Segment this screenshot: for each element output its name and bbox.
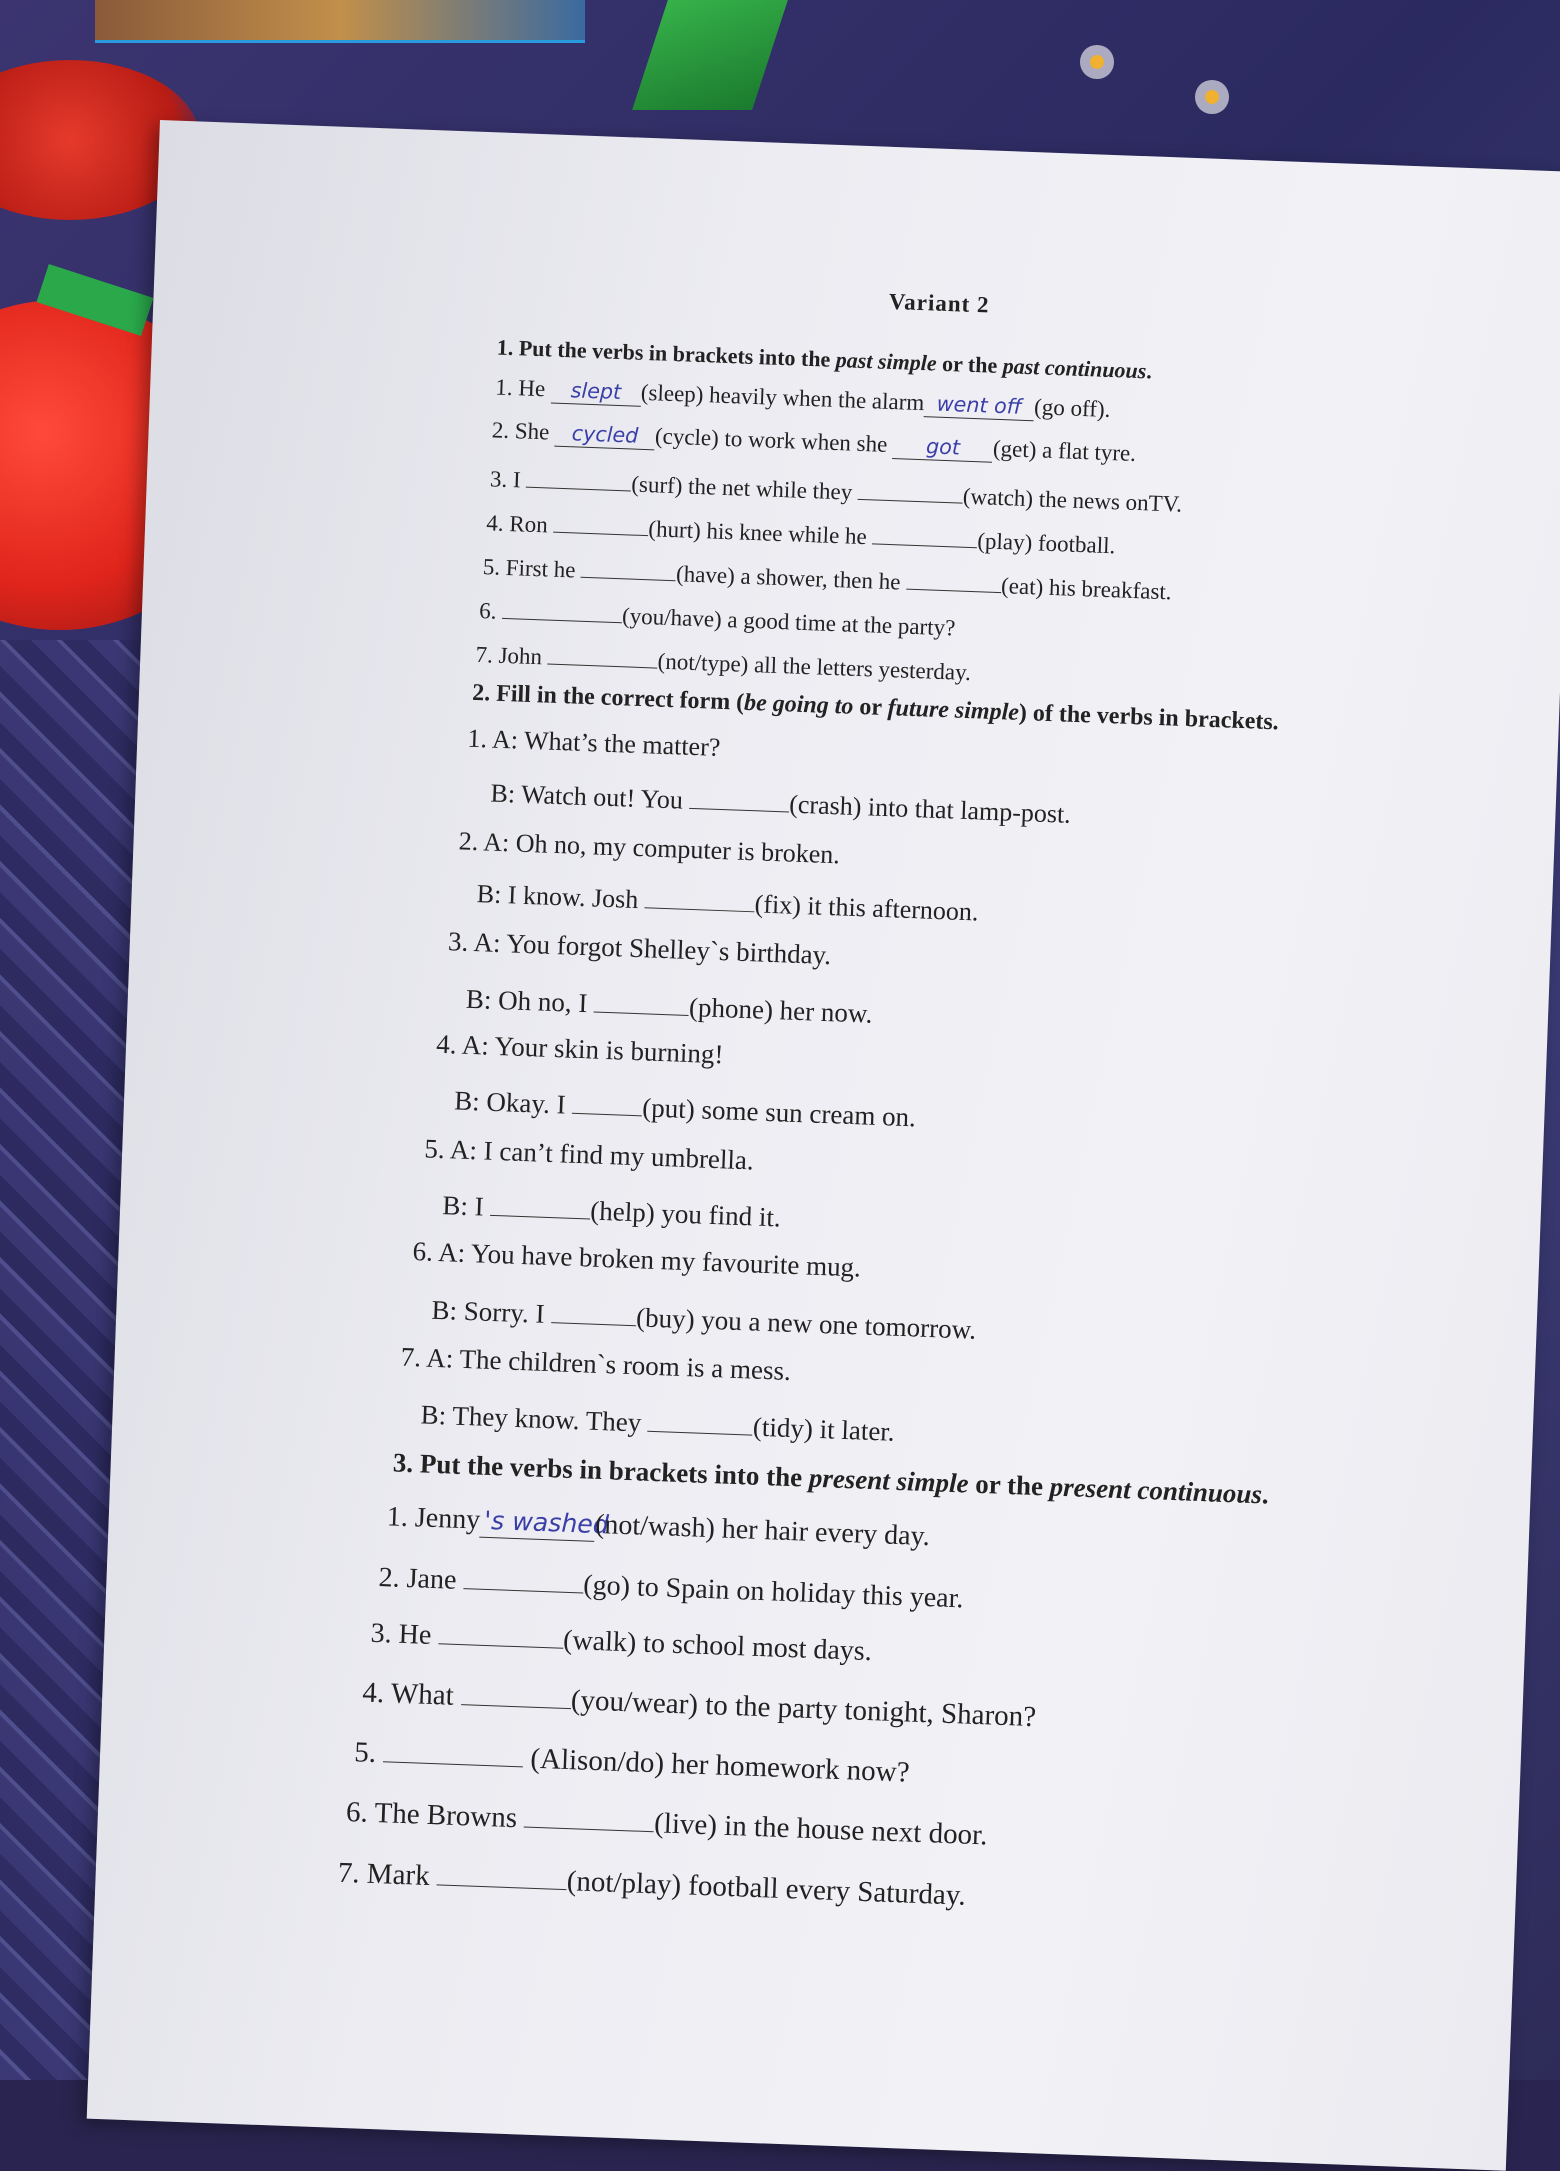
handwritten-answer: slept (570, 378, 622, 405)
answer-blank[interactable] (551, 1295, 637, 1326)
s3-item-5: 5. (Alison/do) her homework now? (354, 1731, 911, 1789)
answer-blank[interactable] (648, 1404, 754, 1436)
answer-blank[interactable] (438, 1615, 564, 1649)
s1-item-6: 6. (you/have) a good time at the party? (479, 594, 956, 641)
s1-item-3: 3. I (surf) the net while they (watch) the news onTV. (490, 462, 1183, 517)
s1-item-7: 7. John (not/type) all the letters yesterday. (475, 641, 972, 686)
worksheet-title: Variant 2 (888, 288, 991, 318)
s2-item-2-a: 2. A: Oh no, my computer is broken. (458, 826, 841, 870)
s2-item-6-b: B: Sorry. I (buy) you a new one tomorrow. (431, 1294, 977, 1345)
s3-item-3: 3. He (walk) to school most days. (370, 1613, 872, 1668)
answer-blank[interactable] (461, 1675, 572, 1709)
section-1-heading: 1. Put the verbs in brackets into the past simple or the past continuous. (496, 334, 1153, 384)
s2-item-5-b: B: I (help) you find it. (442, 1186, 782, 1233)
s1-item-4: 4. Ron (hurt) his knee while he (play) football. (486, 510, 1116, 559)
answer-blank[interactable] (645, 881, 756, 912)
worksheet-paper (87, 120, 1560, 2171)
answer-blank[interactable] (572, 1086, 643, 1117)
section-2-heading: 2. Fill in the correct form (be going to or future simple) of the verbs in brackets. (471, 679, 1280, 736)
handwritten-answer: went off (936, 391, 1023, 419)
answer-blank[interactable] (858, 476, 964, 504)
s1-item-2: 2. She cycled (cycle) to work when she got (get) a flat tyre. (491, 417, 1137, 466)
flower-icon (1090, 55, 1104, 69)
answer-blank[interactable] (872, 520, 978, 548)
photo-edge (95, 0, 585, 43)
answer-blank[interactable] (594, 985, 690, 1016)
answer-blank[interactable] (502, 595, 623, 623)
s2-item-6-a: 6. A: You have broken my favourite mug. (412, 1236, 862, 1283)
answer-blank[interactable] (383, 1732, 524, 1767)
answer-blank[interactable] (490, 1188, 591, 1220)
s3-item-4: 4. What (you/wear) to the party tonight, Sharon? (361, 1676, 1037, 1734)
s2-item-7-a: 7. A: The children`s room is a mess. (400, 1341, 792, 1386)
answer-blank[interactable] (553, 509, 649, 536)
handwritten-answer: got (925, 434, 961, 460)
handwritten-answer: 's washed (483, 1505, 610, 1540)
answer-blank[interactable] (463, 1560, 584, 1593)
answer-blank[interactable] (581, 554, 677, 581)
s3-item-1: 1. Jenny 's washed(not/wash) her hair every day. (386, 1501, 931, 1553)
s2-item-5-a: 5. A: I can’t find my umbrella. (423, 1133, 755, 1176)
s2-item-7-b: B: They know. They (tidy) it later. (420, 1399, 896, 1447)
handwritten-answer: cycled (571, 421, 639, 448)
s2-item-4-b: B: Okay. I (put) some sun cream on. (453, 1085, 917, 1133)
s2-item-1-a: 1. A: What’s the matter? (467, 723, 721, 762)
s2-item-1-b: B: Watch out! You (crash) into that lamp-post. (490, 778, 1072, 829)
s2-item-4-a: 4. A: Your skin is burning! (435, 1028, 724, 1070)
answer-blank[interactable] (526, 464, 632, 492)
s1-item-1: 1. He slept (sleep) heavily when the alarm went off (go off). (494, 374, 1111, 423)
answer-blank[interactable] (689, 782, 790, 813)
s3-item-2: 2. Jane (go) to Spain on holiday this year. (378, 1562, 964, 1615)
s2-item-3-a: 3. A: You forgot Shelley`s birthday. (447, 926, 832, 971)
s3-item-6: 6. The Browns (live) in the house next door. (345, 1795, 989, 1852)
answer-blank[interactable] (906, 566, 1002, 593)
s2-item-2-b: B: I know. Josh (fix) it this afternoon. (476, 879, 979, 927)
s2-item-3-b: B: Oh no, I (phone) her now. (465, 983, 873, 1029)
section-3-heading: 3. Put the verbs in brackets into the present simple or the present continuous. (392, 1447, 1270, 1510)
answer-blank[interactable] (437, 1855, 568, 1890)
s1-item-5: 5. First he (have) a shower, then he (eat) his breakfast. (482, 554, 1173, 605)
flower-icon (1205, 90, 1219, 104)
answer-blank[interactable] (548, 641, 659, 669)
answer-blank[interactable] (524, 1798, 655, 1833)
s3-item-7: 7. Mark (not/play) football every Saturday. (337, 1856, 967, 1912)
